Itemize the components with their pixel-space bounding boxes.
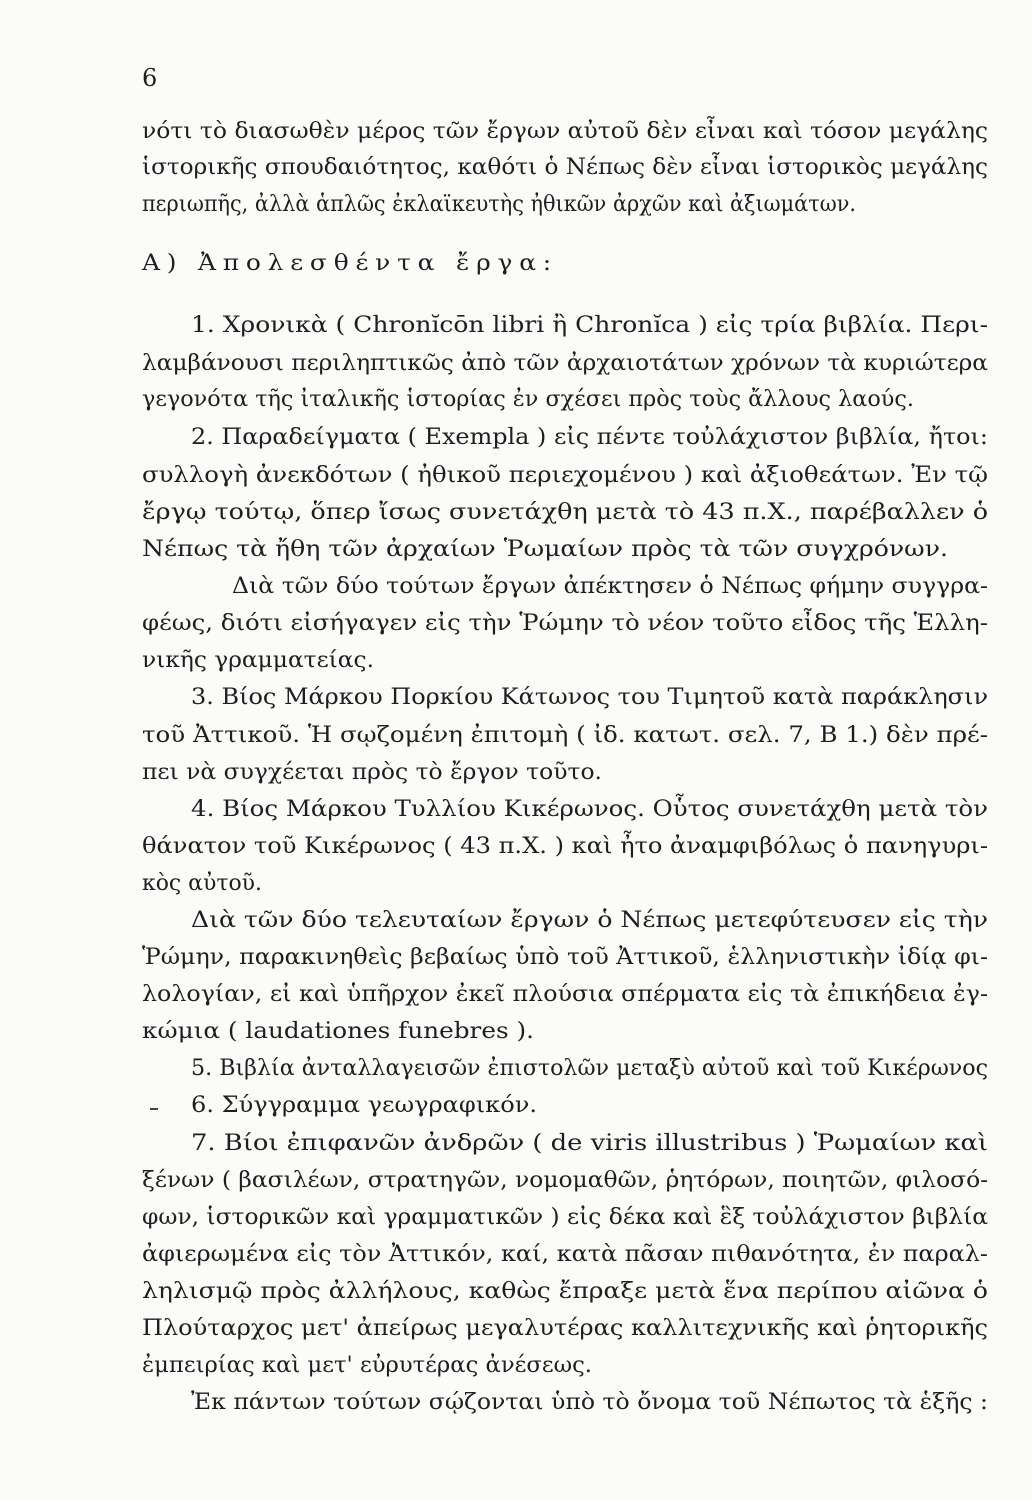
text-line <box>0 1049 1032 1089</box>
text-line-content: ἐμπειρίας καὶ μετ' εὐρυτέρας ἀνέσεως. <box>142 1353 592 1378</box>
text-line <box>0 456 1032 496</box>
text-line <box>0 678 1032 718</box>
text-line-content: ἔργῳ τούτῳ, ὅπερ ἴσως συνετάχθη μετὰ τὸ 43 π.Χ., παρέβαλλεν ὁ <box>142 500 989 525</box>
text-line-content: θάνατον τοῦ Κικέρωνος ( 43 π.Χ. ) καὶ ἦτο ἀναμφιβόλως ὁ πανηγυρι- <box>142 834 988 859</box>
text-line <box>0 530 1032 570</box>
text-line <box>0 1124 1032 1164</box>
text-line-content: 1. Χρονικὰ ( Chronĭcōn libri ἢ Chronĭca ) εἰς τρία βιβλία. Περι- <box>191 313 989 338</box>
text-line-content: συλλογὴ ἀνεκδότων ( ἠθικοῦ περιεχομένου ) καὶ ἀξιοθεάτων. Ἐν τῷ <box>142 463 988 488</box>
section-heading <box>0 244 1032 284</box>
page-number: 6 <box>142 64 158 92</box>
text-line-content: ἱστορικῆς σπουδαιότητος, καθότι ὁ Νέπως δὲν εἶναι ἱστορικὸς μεγάλης <box>142 155 988 180</box>
text-line <box>0 185 1032 225</box>
text-line-content: Πλούταρχος μετ' ἀπείρως μεγαλυτέρας καλλιτεχνικῆς καὶ ῥητορικῆς <box>142 1316 988 1341</box>
text-line-content: κώμια ( laudationes funebres ). <box>142 1019 535 1044</box>
text-line-content: κὸς αὐτοῦ. <box>142 871 263 896</box>
text-line <box>0 790 1032 830</box>
text-line <box>0 493 1032 533</box>
text-line-content: φων, ἱστορικῶν καὶ γραμματικῶν ) εἰς δέκα καὶ ἓξ τοὐλάχιστον βιβλία <box>142 1205 988 1230</box>
text-line <box>0 864 1032 904</box>
text-line-content: 4. Βίος Μάρκου Τυλλίου Κικέρωνος. Οὗτος συνετάχθη μετὰ τὸν <box>191 797 989 822</box>
text-line <box>0 827 1032 867</box>
text-line <box>0 753 1032 793</box>
text-line <box>0 306 1032 346</box>
text-line-content: φέως, διότι εἰσήγαγεν εἰς τὴν Ῥώμην τὸ νέον τοῦτο εἶδος τῆς Ἑλλη- <box>142 611 988 636</box>
text-line <box>0 716 1032 756</box>
text-line-content: νικῆς γραμματείας. <box>142 648 375 673</box>
text-line <box>0 148 1032 188</box>
text-line <box>0 1383 1032 1423</box>
text-line-content: Ῥώμην, παρακινηθεὶς βεβαίως ὑπὸ τοῦ Ἀττικοῦ, ἑλληνιστικὴν ἰδίᾳ φι- <box>142 945 988 970</box>
text-line-content: 2. Παραδείγματα ( Exempla ) εἰς πέντε τοὐλάχιστον βιβλία, ἤτοι: <box>191 425 988 450</box>
text-line-content: Διὰ τῶν δύο τελευταίων ἔργων ὁ Νέπως μετεφύτευσεν εἰς τὴν <box>191 908 989 933</box>
text-line-content: τοῦ Ἀττικοῦ. Ἡ σῳζομένη ἐπιτομὴ ( ἰδ. κατωτ. σελ. 7, Β 1.) δὲν πρέ- <box>142 723 988 748</box>
text-line <box>0 975 1032 1015</box>
text-line-content: 5. Βιβλία ἀνταλλαγεισῶν ἐπιστολῶν μεταξὺ αὐτοῦ καὶ τοῦ Κικέρωνος <box>191 1056 989 1081</box>
text-line-content: Α) Ἀπολεσθέντα ἔργα: <box>142 251 558 276</box>
text-line <box>0 344 1032 384</box>
text-line-content: ἀφιερωμένα εἰς τὸν Ἀττικόν, καί, κατὰ πᾶσαν πιθανότητα, ἐν παραλ- <box>142 1242 988 1267</box>
text-line <box>0 641 1032 681</box>
text-line <box>0 1086 1032 1126</box>
text-line-content: ληλισμῷ πρὸς ἀλλήλους, καθὼς ἔπραξε μετὰ ἕνα περίπου αἰῶνα ὁ <box>142 1279 988 1304</box>
text-line-content: Νέπως τὰ ἤθη τῶν ἀρχαίων Ῥωμαίων πρὸς τὰ τῶν συγχρόνων. <box>142 537 948 562</box>
text-line <box>0 1309 1032 1349</box>
text-line-content: 6. Σύγγραμμα γεωγραφικόν. <box>191 1093 537 1118</box>
text-line <box>0 1346 1032 1386</box>
text-line <box>0 1272 1032 1312</box>
text-line <box>0 938 1032 978</box>
text-line <box>0 1235 1032 1275</box>
text-line-content: περιωπῆς, ἀλλὰ ἁπλῶς ἐκλαϊκευτὴς ἠθικῶν ἀρχῶν καὶ ἀξιωμάτων. <box>142 192 856 217</box>
text-line <box>0 112 1032 152</box>
text-line-content: λαμβάνουσι περιληπτικῶς ἀπὸ τῶν ἀρχαιοτάτων χρόνων τὰ κυριώτερα <box>142 351 989 376</box>
text-line-content: ξένων ( βασιλέων, στρατηγῶν, νομομαθῶν, ῥητόρων, ποιητῶν, φιλοσό- <box>142 1168 989 1193</box>
text-line <box>0 1012 1032 1052</box>
text-line <box>0 901 1032 941</box>
text-line <box>0 1198 1032 1238</box>
text-line-content: πει νὰ συγχέεται πρὸς τὸ ἔργον τοῦτο. <box>142 760 602 785</box>
text-line-content: Διὰ τῶν δύο τούτων ἔργων ἀπέκτησεν ὁ Νέπως φήμην συγγρα- <box>232 574 989 599</box>
text-line <box>0 567 1032 607</box>
text-line <box>0 380 1032 420</box>
text-line-content: Ἐκ πάντων τούτων σῴζονται ὑπὸ τὸ ὄνομα τοῦ Νέπωτος τὰ ἑξῆς : <box>191 1390 988 1415</box>
text-line-content: γεγονότα τῆς ἰταλικῆς ἱστορίας ἐν σχέσει πρὸς τοὺς ἄλλους λαούς. <box>142 387 914 412</box>
text-line <box>0 1161 1032 1201</box>
text-line-content: νότι τὸ διασωθὲν μέρος τῶν ἔργων αὐτοῦ δὲν εἶναι καὶ τόσον μεγάλης <box>142 119 989 144</box>
text-line-content: 7. Βίοι ἐπιφανῶν ἀνδρῶν ( de viris illustribus ) Ῥωμαίων καὶ <box>191 1131 989 1156</box>
text-line-content: λολογίαν, εἰ καὶ ὑπῆρχον ἐκεῖ πλούσια σπέρματα εἰς τὰ ἐπικήδεια ἐγ- <box>142 982 989 1007</box>
text-line <box>0 418 1032 458</box>
text-line-content: 3. Βίος Μάρκου Πορκίου Κάτωνος του Τιμητοῦ κατὰ παράκλησιν <box>191 685 989 710</box>
text-line <box>0 604 1032 644</box>
